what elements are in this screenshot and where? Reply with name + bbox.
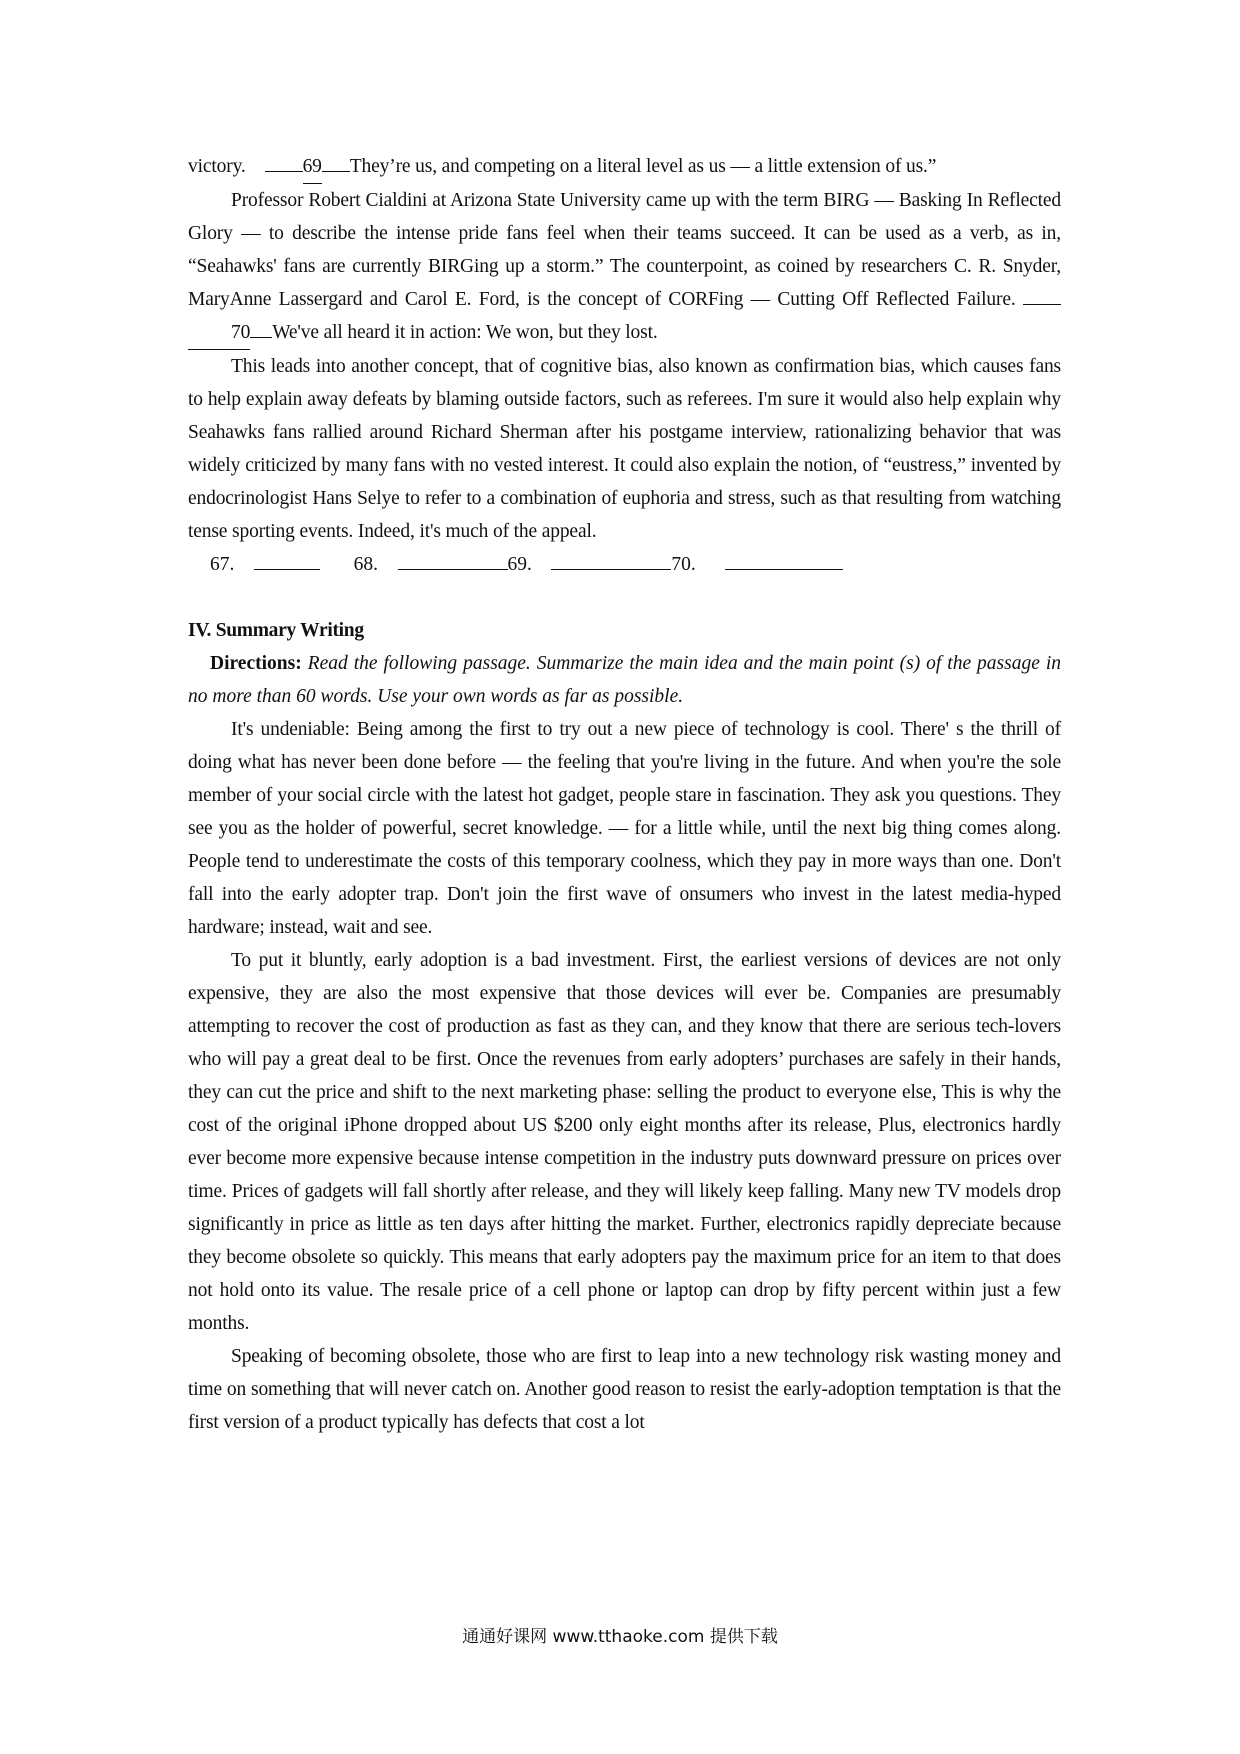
paragraph-text: victory. <box>188 156 246 177</box>
paragraph-early-adoption-intro: It's undeniable: Being among the first to try out a new piece of technology is cool. There' s the thrill of doing what has never been done before — the feeling that you're living in the future. And when you're the sole member of your social circle with the latest hot gadget, people stare in fascination. They ask you questions. They see you as the holder of powerful, secret knowledge. — for a little while, until the next big thing comes along. People tend to underestimate the costs of this temporary coolness, which they pay in more ways than one. Don't fall into the early adopter trap. Don't join the first wave of onsumers who invest in the latest media-hyped hardware; instead, wait and see. <box>188 719 1061 938</box>
document-page <box>188 150 1061 1439</box>
paragraph-continued-69 <box>188 150 1061 184</box>
directions-text: Read the following passage. Summarize the main idea and the main point (s) of the passage in no more than 60 words. Use your own words as far as possible. <box>188 653 1062 707</box>
paragraph-bad-investment: To put it bluntly, early adoption is a bad investment. First, the earliest versions of devices are not only expensive, they are also the most expensive that those devices will ever be. Companies are presumably attempting to recover the cost of production as fast as they can, and they know that there are serious tech-lovers who will pay a great deal to be first. Once the revenues from early adopters’ purchases are safely in their hands, they can cut the price and shift to the next marketing phase: selling the product to everyone else, This is why the cost of the original iPhone dropped about US $200 only eight months after its release, Plus, electronics hardly ever become more expensive because intense competition in the industry puts downward pressure on prices over time. Prices of gadgets will fall shortly after release, and they will likely keep falling. Many new TV models drop significantly in price as little as ten days after hitting the market. Further, electronics rapidly depreciate because they become obsolete so quickly. This means that early adopters pay the maximum price for an item to that does not hold onto its value. The resale price of a cell phone or laptop can drop by fifty percent within just a few months. <box>188 950 1061 1334</box>
answer-blank-69[interactable] <box>551 549 671 570</box>
blank-underline <box>322 153 350 172</box>
paragraph-cognitive-bias: This leads into another concept, that of cognitive bias, also known as confirmation bias, which causes fans to help explain away defeats by blaming outside factors, such as referees. I'm sure it would also help explain why Seahawks fans rallied around Richard Sherman after his postgame interview, rationalizing behavior that was widely criticized by many fans with no vested interest. It could also explain the notion, of “eustress,” invented by endocrinologist Hans Selye to refer to a combination of euphoria and stress, such as that resulting from watching tense sporting events. Indeed, it's much of the appeal. <box>188 356 1061 542</box>
section-heading: IV. Summary Writing <box>188 620 364 641</box>
blank-underline <box>1023 286 1061 305</box>
answer-blank-70[interactable] <box>725 549 843 570</box>
answer-label-68: 68. <box>353 554 378 575</box>
answer-blank-68[interactable] <box>398 549 508 570</box>
directions <box>188 647 1061 713</box>
page-footer-watermark: 通通好课网 www.tthaoke.com 提供下载 <box>462 1627 778 1647</box>
answer-line <box>188 548 1061 581</box>
answer-label-69: 69. <box>507 554 532 575</box>
paragraph-birg <box>188 184 1061 350</box>
paragraph-text: They’re us, and competing on a literal level as us — a little extension of us.” <box>349 156 937 177</box>
paragraph-text: Professor Robert Cialdini at Arizona State University came up with the term BIRG — Basking In Reflected Glory — to describe the intense pride fans feel when their teams succeed. It can be used as a verb, as in, “Seahawks' fans are currently BIRGing up a storm.” The counterpoint, as coined by researchers C. R. Snyder, MaryAnne Lassergard and Carol E. Ford, is the concept of CORFing — Cutting Off Reflected Failure. <box>188 190 1061 310</box>
paragraph-text: We've all heard it in action: We won, but they lost. <box>272 322 658 343</box>
answer-label-67: 67. <box>210 554 235 575</box>
blank-number-69: 69 <box>303 150 322 184</box>
blank-underline <box>250 319 272 338</box>
blank-number-70: 70 <box>188 316 250 350</box>
paragraph-obsolete: Speaking of becoming obsolete, those who are first to leap into a new technology risk wasting money and time on something that will never catch on. Another good reason to resist the early-adoption temptation is that the first version of a product typically has defects that cost a lot <box>188 1346 1061 1433</box>
answer-label-70: 70. <box>671 554 696 575</box>
blank-underline <box>265 153 303 172</box>
directions-label: Directions: <box>210 653 302 674</box>
answer-blank-67[interactable] <box>254 549 320 570</box>
